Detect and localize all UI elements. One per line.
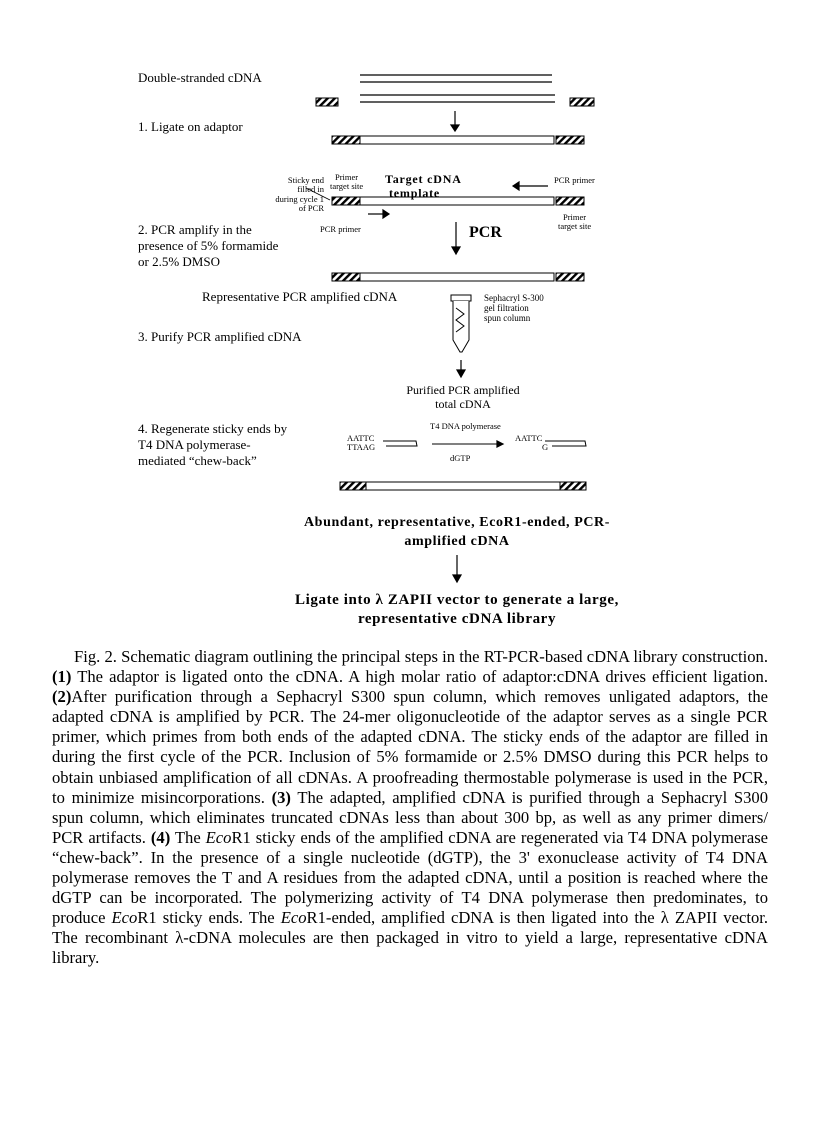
ligate-label: Ligate into λ ZAPII vector to generate a large, representative cDNA library <box>295 592 619 627</box>
sticky-end-note: Sticky end filled in during cycle 1 of PCR <box>275 175 324 214</box>
step-1-label: 1. Ligate on adaptor <box>138 119 243 134</box>
pcr-primer-right: PCR primer <box>554 175 595 185</box>
pcr-primer-left: PCR primer <box>320 224 361 234</box>
pcr-label: PCR <box>469 224 502 241</box>
adaptor-right <box>570 98 594 106</box>
ecor1-ended-cdna <box>340 482 584 490</box>
step-3-label: 3. Purify PCR amplified cDNA <box>138 329 302 344</box>
t4-label: T4 DNA polymerase <box>430 421 501 431</box>
end-right <box>545 441 586 446</box>
representative-label: Representative PCR amplified cDNA <box>202 289 398 304</box>
ligated-cdna <box>332 136 554 144</box>
purified-label: Purified PCR amplified total cDNA <box>406 383 520 411</box>
end-left <box>383 441 417 446</box>
caption-fig: Fig. 2. <box>74 647 117 666</box>
spin-column <box>451 295 471 352</box>
step-2-label: 2. PCR amplify in the presence of 5% formamide or 2.5% DMSO <box>138 222 279 269</box>
end-right-bottom: G <box>542 442 549 452</box>
abundant-label: Abundant, representative, EcoR1-ended, PCR- amplified cDNA <box>303 515 611 549</box>
primer-target-right: Primer target site <box>558 212 592 232</box>
figure-caption: Fig. 2. Schematic diagram outlining the principal steps in the RT-PCR-based cDNA library construction. (1) The adaptor is ligated onto the cDNA. A high molar ratio of adaptor:cDNA drives efficient ligation. (2)After purification through a Sephacryl S300 spun column, which removes unligated adaptors, the adapted cDNA is amplified by PCR. The 24-mer oligonucleotide of the adaptor serves as a single PCR primer, which primes from both ends of the adapted cDNA. The sticky ends of the adaptor are filled in during the first cycle of the PCR. Inclusion of 5% formamide or 2.5% DMSO during this PCR helps to obtain unbiased amplification of all cDNAs. A proofreading thermostable polymerase is used in the PCR, to minimize misincorporations. (3) The adapted, amplified cDNA is purified through a Sephacryl S300 spun column, which eliminates truncated cDNAs less than about 300 bp, as well as any primer dimers/ PCR artifacts. (4) The EcoR1 sticky ends of the amplified cDNA are regenerated via T4 DNA polymerase “chew-back”. In the presence of a single nucleotide (dGTP), the 3' exonuclease activity of T4 DNA polymerase removes the T and A residues from the adapted cDNA, until a position is reached where the dGTP can be incorporated. The polymerizing activity of T4 DNA polymerase then predominates, to produce EcoR1 sticky ends. The EcoR1-ended, amplified cDNA is then ligated into the λ ZAPII vector. The recombinant λ-cDNA molecules are then packaged in vitro to yield a large, representative cDNA library. <box>52 647 769 968</box>
amplified-cdna <box>332 273 554 281</box>
end-right-top: AATTC <box>515 433 543 443</box>
end-left-bottom: TTAAG <box>347 442 376 452</box>
end-left-top: AATTC <box>347 433 375 443</box>
step-4-label: 4. Regenerate sticky ends by T4 DNA polymerase- mediated “chew-back” <box>138 421 288 468</box>
column-note: Sephacryl S-300 gel filtration spun column <box>484 293 544 323</box>
target-cdna-template: Target cDNA template <box>385 172 462 200</box>
adaptor-left <box>316 98 338 106</box>
primer-target-left: Primer target site <box>330 172 364 192</box>
dgtp-label: dGTP <box>450 453 471 463</box>
double-stranded-label: Double-stranded cDNA <box>138 70 262 85</box>
